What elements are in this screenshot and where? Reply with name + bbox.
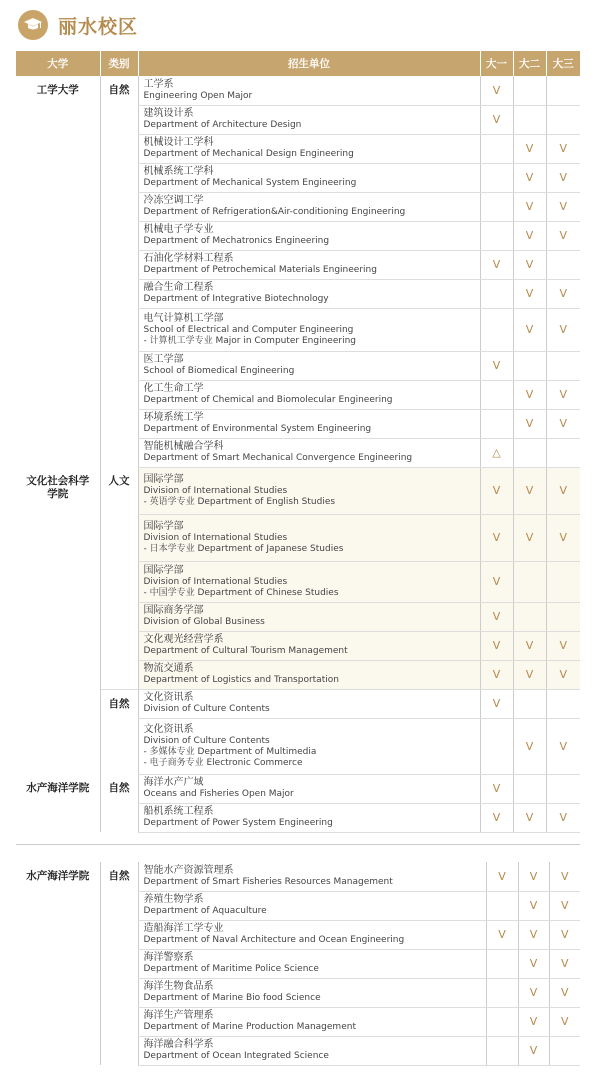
eligibility-y3 <box>546 561 580 602</box>
department-name-en: Department of Chemical and Biomolecular Engineering <box>143 395 393 405</box>
eligibility-y3 <box>546 602 580 631</box>
department-name-en: - 计算机工学专业 Major in Computer Engineering <box>143 335 356 346</box>
eligibility-y1 <box>480 134 513 163</box>
department-name-en: Department of Integrative Biotechnology <box>143 294 329 304</box>
eligibility-y2: V <box>513 163 546 192</box>
department-name-cn: 海洋融合科学系 <box>143 1039 214 1050</box>
department-name-cn: 智能水产资源管理系 <box>143 864 234 876</box>
department-name-cn: 造船海洋工学专业 <box>143 923 224 934</box>
eligibility-y1: V <box>480 467 513 514</box>
table-row <box>16 689 580 718</box>
department-name-en: Department of Naval Architecture and Ocean Engineering <box>143 935 405 945</box>
eligibility-y1: V <box>480 250 513 279</box>
eligibility-y3: V <box>546 192 580 221</box>
eligibility-y1 <box>486 978 518 1007</box>
table-header-row <box>16 51 580 76</box>
department-name-cn: 机械电子学专业 <box>143 224 214 235</box>
table-row <box>16 467 580 514</box>
department-name-en: Department of Mechanical Design Engineering <box>143 149 354 159</box>
eligibility-y2: V <box>518 862 549 891</box>
eligibility-y3 <box>546 438 580 467</box>
eligibility-y1: V <box>480 351 513 380</box>
eligibility-y1 <box>480 192 513 221</box>
category-cell: 自然 <box>100 689 138 774</box>
eligibility-y3: V <box>546 660 580 689</box>
eligibility-y1 <box>480 380 513 409</box>
eligibility-y2: V <box>513 409 546 438</box>
department-cell <box>138 978 486 1007</box>
department-name-en: - 电子商务专业 Electronic Commerce <box>143 757 303 768</box>
department-name-cn: 国际商务学部 <box>143 605 204 616</box>
department-name-cn: 环境系统工学 <box>143 412 204 423</box>
department-name-cn: 文化观光经营学系 <box>143 634 224 645</box>
department-name-en: Division of International Studies <box>143 532 288 543</box>
eligibility-y2 <box>513 438 546 467</box>
department-name-cn: 国际学部 <box>143 473 184 485</box>
eligibility-y2: V <box>513 660 546 689</box>
eligibility-y2: V <box>513 192 546 221</box>
eligibility-y1 <box>480 308 513 351</box>
eligibility-y3: V <box>549 1007 580 1036</box>
eligibility-y2: V <box>513 221 546 250</box>
eligibility-y3: V <box>546 514 580 561</box>
eligibility-y3: V <box>546 718 580 774</box>
department-name-en: Department of Power System Engineering <box>143 818 333 828</box>
department-cell <box>138 891 486 920</box>
eligibility-y2: V <box>513 631 546 660</box>
eligibility-y1 <box>480 163 513 192</box>
department-name-cn: 国际学部 <box>143 520 184 532</box>
eligibility-y1: △ <box>480 438 513 467</box>
col-header-category: 类别 <box>100 51 138 76</box>
university-cell: 水产海洋学院 <box>26 782 90 794</box>
eligibility-y1: V <box>480 514 513 561</box>
eligibility-y2: V <box>518 1036 549 1065</box>
department-cell <box>138 631 480 660</box>
eligibility-y1 <box>480 409 513 438</box>
col-header-department: 招生单位 <box>138 51 480 76</box>
department-name-en: Department of Smart Mechanical Convergence Engineering <box>143 453 413 463</box>
eligibility-y2: V <box>518 891 549 920</box>
eligibility-y1 <box>480 221 513 250</box>
department-cell <box>138 774 480 803</box>
department-cell <box>138 192 480 221</box>
col-header-year2: 大二 <box>513 51 546 76</box>
eligibility-y2: V <box>513 134 546 163</box>
department-name-cn: 智能机械融合学科 <box>143 441 224 452</box>
category-cell: 自然 <box>100 76 138 467</box>
eligibility-y3: V <box>549 978 580 1007</box>
department-name-en: Department of Logistics and Transportation <box>143 675 339 685</box>
table-row <box>16 862 580 891</box>
table-row <box>16 76 580 105</box>
department-name-en: Engineering Open Major <box>143 90 253 101</box>
col-header-year1: 大一 <box>480 51 513 76</box>
department-name-cn: 机械设计工学科 <box>143 137 214 148</box>
section-divider <box>16 844 580 845</box>
eligibility-y3: V <box>546 409 580 438</box>
department-cell <box>138 134 480 163</box>
department-cell <box>138 689 480 718</box>
department-cell <box>138 76 480 105</box>
university-cell: 水产海洋学院 <box>26 870 90 882</box>
department-name-en: Department of Cultural Tourism Management <box>143 646 348 656</box>
department-name-en: - 英语学专业 Department of English Studies <box>143 496 336 507</box>
department-name-en: Department of Marine Production Management <box>143 1022 356 1032</box>
department-cell <box>138 351 480 380</box>
department-name-cn: 海洋警察系 <box>143 952 194 963</box>
department-cell <box>138 105 480 134</box>
department-name-cn: 海洋水产广域 <box>143 777 204 788</box>
eligibility-y2 <box>513 76 546 105</box>
department-name-cn: 电气计算机工学部 <box>143 312 224 324</box>
eligibility-y3: V <box>546 279 580 308</box>
eligibility-y1 <box>486 891 518 920</box>
eligibility-y1 <box>486 1036 518 1065</box>
table-row <box>16 774 580 803</box>
department-name-cn: 海洋生产管理系 <box>143 1010 214 1021</box>
eligibility-y3: V <box>546 221 580 250</box>
department-cell <box>138 602 480 631</box>
page-title: 丽水校区 <box>58 15 139 38</box>
department-name-en: Department of Smart Fisheries Resources Management <box>143 876 393 887</box>
category-cell: 自然 <box>100 862 138 1065</box>
department-name-cn: 船机系统工程系 <box>143 806 214 817</box>
department-cell <box>138 438 480 467</box>
department-name-cn: 文化资讯系 <box>143 723 194 735</box>
eligibility-y2 <box>513 774 546 803</box>
eligibility-y2: V <box>513 718 546 774</box>
department-name-cn: 工学系 <box>143 78 174 90</box>
department-cell <box>138 1007 486 1036</box>
eligibility-y3 <box>546 689 580 718</box>
eligibility-y3: V <box>549 949 580 978</box>
department-cell <box>138 221 480 250</box>
eligibility-y3: V <box>546 631 580 660</box>
admission-table-1 <box>16 51 580 833</box>
department-name-cn: 物流交通系 <box>143 663 194 674</box>
eligibility-y2: V <box>513 803 546 832</box>
department-cell <box>138 1036 486 1065</box>
eligibility-y1: V <box>480 689 513 718</box>
department-name-en: - 日本学专业 Department of Japanese Studies <box>143 543 344 554</box>
department-cell <box>138 250 480 279</box>
department-name-en: Department of Mechatronics Engineering <box>143 236 330 246</box>
eligibility-y1 <box>480 718 513 774</box>
eligibility-y2: V <box>518 920 549 949</box>
department-cell <box>138 514 480 561</box>
eligibility-y1: V <box>480 803 513 832</box>
department-name-cn: 医工学部 <box>143 354 184 365</box>
department-name-cn: 融合生命工程系 <box>143 282 214 293</box>
admission-table-2 <box>16 862 580 1066</box>
eligibility-y3: V <box>546 134 580 163</box>
department-cell <box>138 380 480 409</box>
eligibility-y1 <box>480 279 513 308</box>
eligibility-y2: V <box>518 978 549 1007</box>
eligibility-y1: V <box>480 105 513 134</box>
department-name-en: Department of Petrochemical Materials Engineering <box>143 265 377 275</box>
eligibility-y1 <box>486 1007 518 1036</box>
department-name-en: Department of Marine Bio food Science <box>143 993 321 1003</box>
eligibility-y3 <box>546 250 580 279</box>
department-cell <box>138 920 486 949</box>
department-cell <box>138 803 480 832</box>
department-name-en: School of Electrical and Computer Engineering <box>143 324 354 335</box>
category-cell: 人文 <box>100 467 138 689</box>
eligibility-y2 <box>513 602 546 631</box>
eligibility-y3: V <box>546 308 580 351</box>
eligibility-y3: V <box>546 163 580 192</box>
eligibility-y3 <box>546 351 580 380</box>
eligibility-y2 <box>513 351 546 380</box>
department-name-cn: 建筑设计系 <box>143 108 194 119</box>
eligibility-y3: V <box>549 891 580 920</box>
department-cell <box>138 308 480 351</box>
col-header-year3: 大三 <box>546 51 580 76</box>
eligibility-y2 <box>513 561 546 602</box>
department-name-en: - 中国学专业 Department of Chinese Studies <box>143 587 339 598</box>
department-name-cn: 海洋生物食品系 <box>143 981 214 992</box>
eligibility-y2: V <box>513 467 546 514</box>
eligibility-y1: V <box>480 561 513 602</box>
department-cell <box>138 561 480 602</box>
eligibility-y1 <box>486 949 518 978</box>
eligibility-y2: V <box>513 250 546 279</box>
eligibility-y1: V <box>486 920 518 949</box>
department-name-en: Oceans and Fisheries Open Major <box>143 789 294 799</box>
eligibility-y2 <box>513 689 546 718</box>
department-name-cn: 国际学部 <box>143 564 184 576</box>
department-name-en: Department of Mechanical System Engineering <box>143 178 357 188</box>
eligibility-y1: V <box>480 602 513 631</box>
university-cell: 文化社会科学学院 <box>26 475 90 500</box>
department-cell <box>138 949 486 978</box>
department-cell <box>138 467 480 514</box>
department-cell <box>138 163 480 192</box>
department-name-cn: 养殖生物学系 <box>143 894 204 905</box>
category-cell: 自然 <box>100 774 138 832</box>
eligibility-y3 <box>546 105 580 134</box>
department-name-cn: 机械系统工学科 <box>143 166 214 177</box>
eligibility-y2 <box>513 105 546 134</box>
eligibility-y2: V <box>513 514 546 561</box>
eligibility-y3: V <box>549 920 580 949</box>
department-cell <box>138 862 486 891</box>
department-name-en: Division of Culture Contents <box>143 735 270 746</box>
eligibility-y3 <box>546 774 580 803</box>
department-cell <box>138 279 480 308</box>
department-name-en: - 多媒体专业 Department of Multimedia <box>143 746 317 757</box>
eligibility-y3: V <box>546 803 580 832</box>
department-name-en: Department of Architecture Design <box>143 120 302 130</box>
department-name-en: School of Biomedical Engineering <box>143 366 295 376</box>
department-name-cn: 化工生命工学 <box>143 383 204 394</box>
department-name-en: Department of Environmental System Engineering <box>143 424 372 434</box>
eligibility-y1: V <box>480 76 513 105</box>
department-cell <box>138 409 480 438</box>
eligibility-y1: V <box>480 660 513 689</box>
eligibility-y3: V <box>546 380 580 409</box>
department-name-en: Department of Maritime Police Science <box>143 964 319 974</box>
col-header-university: 大学 <box>16 51 100 76</box>
department-cell <box>138 718 480 774</box>
eligibility-y1: V <box>480 774 513 803</box>
eligibility-y2: V <box>518 949 549 978</box>
eligibility-y2: V <box>518 1007 549 1036</box>
eligibility-y2: V <box>513 279 546 308</box>
eligibility-y3: V <box>546 467 580 514</box>
department-name-en: Department of Ocean Integrated Science <box>143 1051 329 1061</box>
department-name-cn: 石油化学材料工程系 <box>143 253 234 264</box>
eligibility-y3 <box>546 76 580 105</box>
department-name-en: Division of Culture Contents <box>143 704 270 714</box>
eligibility-y1: V <box>480 631 513 660</box>
eligibility-y3 <box>549 1036 580 1065</box>
section-header <box>18 10 138 40</box>
university-cell: 工学大学 <box>36 84 79 96</box>
department-name-en: Department of Aquaculture <box>143 906 267 916</box>
department-name-cn: 文化资讯系 <box>143 692 194 703</box>
department-cell <box>138 660 480 689</box>
department-name-en: Division of International Studies <box>143 485 288 496</box>
graduation-cap-icon <box>18 10 48 40</box>
department-name-cn: 冷冻空调工学 <box>143 195 204 206</box>
eligibility-y3: V <box>549 862 580 891</box>
department-name-en: Division of International Studies <box>143 576 288 587</box>
eligibility-y2: V <box>513 380 546 409</box>
department-name-en: Department of Refrigeration&Air-conditioning Engineering <box>143 207 406 217</box>
eligibility-y1: V <box>486 862 518 891</box>
eligibility-y2: V <box>513 308 546 351</box>
department-name-en: Division of Global Business <box>143 617 265 627</box>
